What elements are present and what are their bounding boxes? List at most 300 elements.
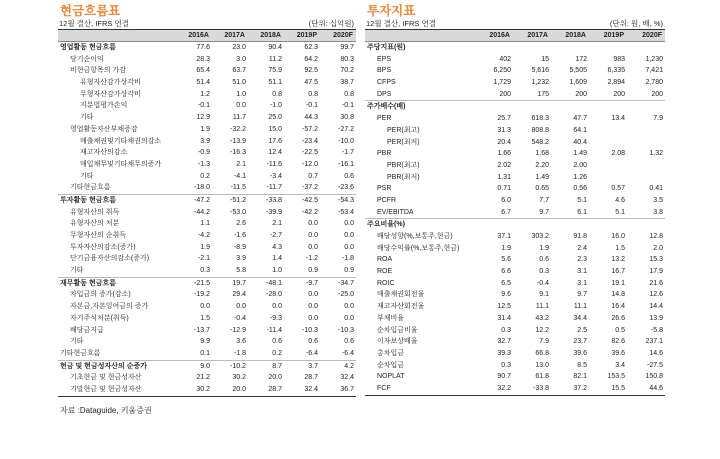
row-label: 기타 <box>80 114 94 122</box>
value-cell: 16.4 <box>611 303 625 311</box>
row-label: 영업활동 현금흐름 <box>60 44 117 51</box>
table-row <box>58 207 356 219</box>
value-cell: -8.9 <box>233 243 246 251</box>
value-cell: 0.6 <box>539 256 549 264</box>
value-cell: 91.8 <box>573 233 587 240</box>
value-cell <box>513 42 551 54</box>
value-cell: 31.3 <box>497 126 511 134</box>
table-row <box>365 231 665 243</box>
table-row <box>58 89 356 101</box>
value-cell: 12.4 <box>268 149 282 157</box>
value-cell: 1.5 <box>200 314 210 322</box>
value-cell: 0.6 <box>308 338 318 346</box>
value-cell <box>589 42 627 54</box>
value-cell: 0.0 <box>344 220 354 228</box>
value-cell: 36.7 <box>340 385 354 393</box>
value-cell: 2.1 <box>236 160 246 168</box>
value-cell: 0.0 <box>272 303 282 311</box>
investment-indicators-body <box>365 42 665 396</box>
value-cell: 25.7 <box>497 115 511 123</box>
value-cell: 64.1 <box>573 126 587 134</box>
value-cell: 20.0 <box>268 374 282 382</box>
investment-indicators-title: 투자지표 <box>367 4 416 18</box>
source-note: 자료 :Dataguide, 키움증권 <box>60 406 152 415</box>
value-cell: 3.9 <box>200 137 210 145</box>
row-label: NOPLAT <box>377 373 405 381</box>
row-label: 주가배수(배) <box>367 103 406 111</box>
value-cell: 21.6 <box>649 279 663 287</box>
value-cell: 39.6 <box>573 349 587 357</box>
value-cell: 3.1 <box>577 268 587 276</box>
value-cell: 39.3 <box>497 349 511 357</box>
value-cell: 13.2 <box>611 256 625 264</box>
value-cell: 5.1 <box>577 196 587 204</box>
value-cell: -0.1 <box>197 102 210 110</box>
value-cell: 25.0 <box>268 114 282 122</box>
value-cell <box>627 137 665 149</box>
investment-indicators-panel <box>365 0 665 396</box>
value-cell: 92.5 <box>304 67 318 75</box>
row-label: FCF <box>377 384 391 392</box>
row-label: 기타 <box>70 267 84 275</box>
value-cell: -5.8 <box>650 326 663 334</box>
value-cell: -6.4 <box>341 349 354 357</box>
value-cell: 4.6 <box>615 196 625 204</box>
value-cell: 15 <box>541 55 549 63</box>
value-cell: 0.6 <box>344 172 354 180</box>
table-row <box>58 147 356 159</box>
value-cell: 15.5 <box>611 384 625 392</box>
value-cell: 0.0 <box>308 220 318 228</box>
table-row <box>58 384 356 396</box>
value-cell: 3.0 <box>236 55 246 63</box>
value-cell: 90.4 <box>268 44 282 51</box>
value-cell <box>627 219 665 231</box>
value-cell: 1.9 <box>539 244 549 252</box>
value-cell: 26.6 <box>611 314 625 322</box>
value-cell: 6.6 <box>501 268 511 276</box>
table-row <box>58 230 356 242</box>
column-header: 2017A <box>224 32 245 39</box>
value-cell: 0.6 <box>272 338 282 346</box>
column-header: 2019P <box>603 32 624 39</box>
row-label: PER(최저) <box>387 138 420 146</box>
row-label: 순차입금비율 <box>377 326 418 334</box>
value-cell: -11.7 <box>266 184 282 192</box>
value-cell: 2.08 <box>611 150 625 158</box>
value-cell: -10.0 <box>338 137 354 145</box>
value-cell: 11.2 <box>268 55 282 63</box>
value-cell: 0.8 <box>308 90 318 98</box>
table-row <box>365 336 665 348</box>
value-cell: 82.6 <box>611 338 625 346</box>
value-cell <box>589 137 627 149</box>
value-cell: 13.9 <box>649 314 663 322</box>
table-row <box>365 101 665 113</box>
value-cell: 6.5 <box>501 279 511 287</box>
value-cell: 1.9 <box>200 125 210 133</box>
value-cell: 237.1 <box>645 338 663 346</box>
value-cell: 4.3 <box>272 243 282 251</box>
value-cell: 29.4 <box>232 291 246 299</box>
value-cell: -0.9 <box>197 149 210 157</box>
cash-flow-meta <box>58 18 356 29</box>
row-label: 이자보상배율 <box>377 338 418 346</box>
value-cell: -11.4 <box>266 326 282 334</box>
value-cell: -33.8 <box>533 384 549 392</box>
value-cell: 0.0 <box>344 232 354 239</box>
value-cell: 6,250 <box>493 67 511 75</box>
value-cell: 7.7 <box>539 196 549 204</box>
value-cell: 13.0 <box>535 361 549 369</box>
row-label: 기타현금흐름 <box>60 349 101 357</box>
value-cell: 32.2 <box>497 384 511 392</box>
value-cell: -19.2 <box>194 291 210 299</box>
table-row <box>58 77 356 89</box>
value-cell <box>627 125 665 137</box>
table-row <box>58 65 356 77</box>
value-cell: 14.4 <box>649 303 663 311</box>
table-row <box>58 100 356 112</box>
value-cell: 15.0 <box>268 125 282 133</box>
table-row <box>365 219 665 231</box>
value-cell: 0.41 <box>649 185 663 193</box>
table-row <box>58 265 356 277</box>
value-cell <box>475 219 513 231</box>
value-cell: 200 <box>651 90 663 98</box>
value-cell: -0.4 <box>233 314 246 322</box>
value-cell: -23.4 <box>302 137 318 145</box>
value-cell: 1.31 <box>497 173 511 181</box>
value-cell: 0.0 <box>308 303 318 311</box>
value-cell: 1,609 <box>569 79 587 87</box>
row-label: 총차입금 <box>377 349 405 357</box>
value-cell: 5,616 <box>531 67 549 75</box>
value-cell: 0.71 <box>497 185 511 193</box>
row-label: 투자자산의감소(증가) <box>70 243 136 251</box>
value-cell: 3.1 <box>577 279 587 287</box>
value-cell: -28.0 <box>266 291 282 299</box>
table-row <box>58 242 356 254</box>
row-label: PER <box>377 115 392 123</box>
value-cell: -57.2 <box>302 125 318 133</box>
value-cell: 2.4 <box>577 244 587 252</box>
row-label: 자본금,자본잉여금의 증가 <box>70 303 149 311</box>
row-label: 부채비율 <box>377 314 405 322</box>
investment-indicators-unit: (단위: 원, 배, %) <box>609 19 663 28</box>
value-cell: 983 <box>613 55 625 63</box>
row-label: PBR(최저) <box>387 173 420 181</box>
column-header: 2016A <box>489 32 510 39</box>
value-cell: 1.0 <box>272 267 282 275</box>
row-label: 배당수익률(%,보통주,현금) <box>377 244 460 252</box>
value-cell: 44.3 <box>304 114 318 122</box>
value-cell: 21.2 <box>196 374 210 382</box>
value-cell: 37.2 <box>573 384 587 392</box>
value-cell: -12.0 <box>302 160 318 168</box>
value-cell: 30.2 <box>232 374 246 382</box>
value-cell: -48.1 <box>266 279 282 287</box>
value-cell: 0.0 <box>308 314 318 322</box>
value-cell: 0.3 <box>539 268 549 276</box>
value-cell: 8.5 <box>577 361 587 369</box>
table-row <box>365 195 665 207</box>
value-cell: 2.02 <box>497 161 511 169</box>
value-cell: 38.7 <box>340 79 354 87</box>
row-label: 기타현금흐름 <box>70 184 111 192</box>
value-cell: -54.3 <box>338 196 354 204</box>
value-cell: 0.6 <box>344 338 354 346</box>
value-cell: 11.1 <box>573 303 587 311</box>
value-cell: 19.7 <box>232 279 246 287</box>
row-label: 현금 및 현금성자산의 순증가 <box>60 362 147 370</box>
value-cell: 9.1 <box>539 291 549 299</box>
value-cell: 0.57 <box>611 185 625 193</box>
table-row <box>58 277 356 289</box>
table-row <box>365 77 665 89</box>
row-label: 기말현금 및 현금성자산 <box>70 385 142 393</box>
row-label: 지분법평가손익 <box>80 102 128 110</box>
row-label: 재고자산회전율 <box>377 303 425 311</box>
row-label: 유형자산의 처분 <box>70 220 120 228</box>
value-cell: 99.7 <box>340 44 354 51</box>
value-cell: 7.9 <box>539 338 549 346</box>
value-cell: 808.8 <box>531 126 549 134</box>
value-cell: -16.1 <box>338 160 354 168</box>
table-row <box>58 313 356 325</box>
value-cell: -13.7 <box>194 326 210 334</box>
column-header: 2020F <box>642 32 662 39</box>
header-label-cell <box>58 30 176 42</box>
value-cell: 1.2 <box>200 90 210 98</box>
value-cell: 1,232 <box>531 79 549 87</box>
investment-indicators-meta <box>365 18 665 29</box>
row-label: PBR(최고) <box>387 161 420 169</box>
value-cell: -1.8 <box>233 349 246 357</box>
value-cell: 9.7 <box>539 208 549 216</box>
value-cell: -1.7 <box>341 149 354 157</box>
value-cell: 11.7 <box>232 114 246 122</box>
value-cell: 12.6 <box>649 291 663 299</box>
value-cell: 2.5 <box>577 326 587 334</box>
value-cell: 7,421 <box>645 67 663 75</box>
value-cell: 1.49 <box>535 173 549 181</box>
row-label: 배당성향(%,보통주,현금) <box>377 233 453 240</box>
value-cell: 82.1 <box>573 373 587 381</box>
value-cell: -10.2 <box>230 362 246 370</box>
value-cell: 548.2 <box>531 138 549 146</box>
value-cell: 15.3 <box>649 256 663 264</box>
value-cell: 1.68 <box>535 150 549 158</box>
value-cell: 8.7 <box>272 362 282 370</box>
row-label: 무형자산의 순취득 <box>70 232 127 239</box>
value-cell: 12.8 <box>649 233 663 240</box>
value-cell: 3.6 <box>236 338 246 346</box>
value-cell: 20.0 <box>232 385 246 393</box>
value-cell: 51.0 <box>232 79 246 87</box>
table-row <box>365 125 665 137</box>
table-row <box>365 371 665 383</box>
table-row <box>58 336 356 348</box>
value-cell: 6,335 <box>607 67 625 75</box>
value-cell: 75.9 <box>268 67 282 75</box>
value-cell: 0.5 <box>615 326 625 334</box>
table-row <box>58 348 356 360</box>
value-cell: -1.2 <box>305 255 318 263</box>
row-label: 당기순이익 <box>70 55 104 63</box>
value-cell: 200 <box>613 90 625 98</box>
value-cell: 3.9 <box>236 255 246 263</box>
value-cell: 80.3 <box>340 55 354 63</box>
table-row <box>365 42 665 54</box>
value-cell <box>627 42 665 54</box>
value-cell: -12.9 <box>230 326 246 334</box>
row-label: ROIC <box>377 279 395 287</box>
value-cell: 39.6 <box>611 349 625 357</box>
value-cell: 30.2 <box>196 385 210 393</box>
value-cell: -4.1 <box>233 172 246 180</box>
value-cell: 28.3 <box>196 55 210 63</box>
investment-indicators-header-row <box>365 30 665 42</box>
value-cell: -23.6 <box>338 184 354 192</box>
row-label: EV/EBITDA <box>377 208 414 216</box>
value-cell: 0.0 <box>236 102 246 110</box>
value-cell <box>551 219 589 231</box>
value-cell: 1.9 <box>501 244 511 252</box>
value-cell: -4.2 <box>197 232 210 239</box>
value-cell: 6.0 <box>501 196 511 204</box>
value-cell: -0.4 <box>536 279 549 287</box>
value-cell: -11.5 <box>230 184 246 192</box>
value-cell: -9.7 <box>305 279 318 287</box>
table-row <box>58 194 356 206</box>
value-cell: 62.3 <box>304 44 318 51</box>
value-cell: 618.3 <box>531 115 549 123</box>
value-cell: 44.6 <box>649 384 663 392</box>
value-cell <box>589 172 627 184</box>
table-row <box>365 54 665 66</box>
value-cell: -53.0 <box>230 208 246 216</box>
value-cell <box>589 160 627 172</box>
table-row <box>365 383 665 395</box>
value-cell: -51.2 <box>230 196 246 204</box>
value-cell: 1.4 <box>272 255 282 263</box>
row-label: 매출채권회전율 <box>377 291 425 299</box>
value-cell: 1.9 <box>200 243 210 251</box>
value-cell: -1.0 <box>269 102 282 110</box>
value-cell: 2.3 <box>577 256 587 264</box>
value-cell: -10.3 <box>338 326 354 334</box>
value-cell: 0.3 <box>501 326 511 334</box>
value-cell: 1,230 <box>645 55 663 63</box>
value-cell: 23.7 <box>573 338 587 346</box>
value-cell: 0.0 <box>344 243 354 251</box>
value-cell: 0.7 <box>308 172 318 180</box>
table-row <box>365 266 665 278</box>
value-cell: 16.0 <box>611 233 625 240</box>
table-row <box>58 112 356 124</box>
value-cell: 3.4 <box>615 361 625 369</box>
table-row <box>365 160 665 172</box>
value-cell: 2.00 <box>573 161 587 169</box>
value-cell: 31.4 <box>497 314 511 322</box>
value-cell: 172 <box>575 55 587 63</box>
cash-flow-period-note: 12월 결산, IFRS 연결 <box>59 19 129 28</box>
row-label: PSR <box>377 185 392 193</box>
value-cell: 47.7 <box>573 115 587 123</box>
table-row <box>365 183 665 195</box>
value-cell: 12.9 <box>196 114 210 122</box>
row-label: 주요비율(%) <box>367 221 405 229</box>
table-row <box>365 113 665 125</box>
value-cell: 175 <box>537 90 549 98</box>
table-row <box>58 289 356 301</box>
investment-indicators-period-note: 12월 결산, IFRS 연결 <box>366 19 436 28</box>
table-row <box>58 136 356 148</box>
value-cell <box>551 101 589 113</box>
value-cell: 0.2 <box>272 349 282 357</box>
value-cell: 66.8 <box>535 349 549 357</box>
column-header: 2016A <box>188 32 209 39</box>
value-cell: 30.8 <box>340 114 354 122</box>
value-cell: 12.5 <box>497 303 511 311</box>
value-cell: 200 <box>575 90 587 98</box>
value-cell: 0.0 <box>344 314 354 322</box>
cash-flow-header-row <box>58 30 356 42</box>
value-cell: 51.4 <box>196 79 210 87</box>
value-cell: 0.0 <box>308 243 318 251</box>
value-cell: 1.66 <box>497 150 511 158</box>
value-cell: 32.4 <box>340 374 354 382</box>
row-label: 자기주식처분(취득) <box>70 314 129 322</box>
value-cell: -1.6 <box>233 232 246 239</box>
value-cell: 63.7 <box>232 67 246 75</box>
value-cell <box>627 101 665 113</box>
table-row <box>58 360 356 372</box>
value-cell: 0.0 <box>344 303 354 311</box>
value-cell: -13.9 <box>230 137 246 145</box>
value-cell <box>627 160 665 172</box>
value-cell: 0.0 <box>308 291 318 299</box>
value-cell: 17.6 <box>268 137 282 145</box>
value-cell: 70.2 <box>340 67 354 75</box>
value-cell: 34.4 <box>573 314 587 322</box>
row-label: 재무활동 현금흐름 <box>60 279 117 287</box>
value-cell: 5.1 <box>615 208 625 216</box>
value-cell: 32.4 <box>304 385 318 393</box>
value-cell: 0.9 <box>308 267 318 275</box>
value-cell: 402 <box>499 55 511 63</box>
row-label: EPS <box>377 55 392 63</box>
value-cell: 303.2 <box>531 233 549 240</box>
value-cell: 1.32 <box>649 150 663 158</box>
value-cell: -0.1 <box>305 102 318 110</box>
value-cell: 9.6 <box>501 291 511 299</box>
value-cell: 153.5 <box>607 373 625 381</box>
value-cell: -42.2 <box>302 208 318 216</box>
table-row <box>365 137 665 149</box>
row-label: 재고자산의감소 <box>80 149 128 157</box>
value-cell: -1.8 <box>341 255 354 263</box>
value-cell: 5.8 <box>236 267 246 275</box>
value-cell: 47.5 <box>304 79 318 87</box>
value-cell: 5,505 <box>569 67 587 75</box>
row-label: PCFR <box>377 196 397 204</box>
value-cell: 2.0 <box>653 244 663 252</box>
row-label: 차입금의 증가(감소) <box>70 291 131 299</box>
value-cell: 1.1 <box>200 220 210 228</box>
value-cell: 9.7 <box>577 291 587 299</box>
